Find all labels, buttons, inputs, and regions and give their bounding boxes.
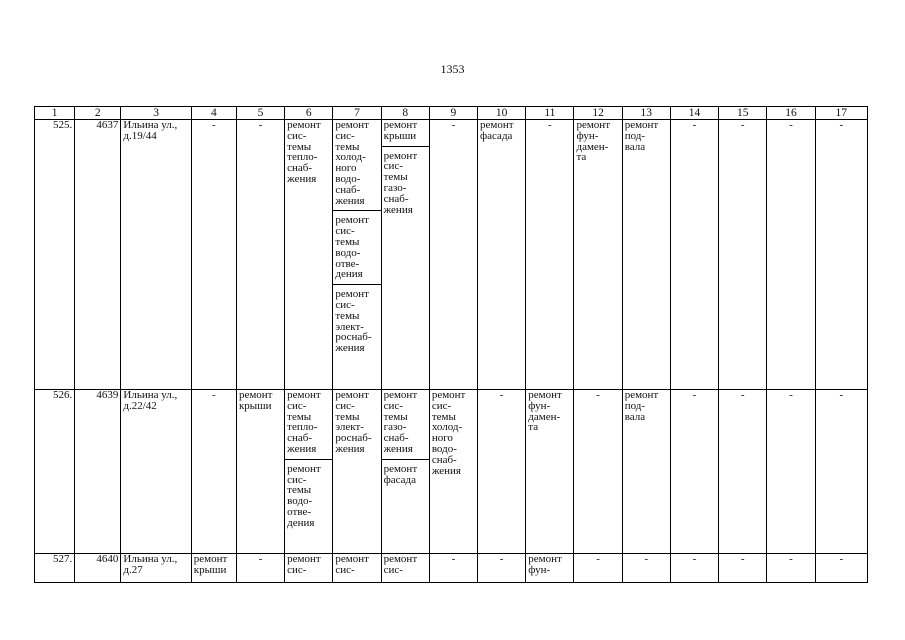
table-cell: ремонт фун- дамен- та [574,120,622,390]
table-cell: ремонт крыши [236,390,284,554]
work-item: ремонт сис- темы элект- роснаб- жения [335,288,372,355]
column-header: 17 [815,107,867,120]
table-cell: - [574,390,622,554]
table-cell [381,120,429,390]
table-cell: ремонт сис- темы холод- ного водо- снаб- жения [429,390,477,554]
table-cell: ремонт фасада [478,120,526,390]
table-cell: - [429,554,477,583]
table-cell [333,120,381,390]
table-cell: - [767,120,815,390]
work-item: ремонт фасада [383,462,418,486]
table-cell: ремонт под- вала [622,390,670,554]
work-item: ремонт сис- темы водо- отве- дения [287,462,321,529]
table-cell: - [815,554,867,583]
row-number: 525. [35,120,75,390]
column-header: 4 [191,107,236,120]
building-id: 4640 [75,554,121,583]
table-cell: ремонт фун- дамен- та [526,390,574,554]
column-header: 2 [75,107,121,120]
table-row [35,390,868,554]
column-header: 15 [719,107,767,120]
column-header: 5 [236,107,284,120]
table-cell: - [191,390,236,554]
table-cell: - [815,120,867,390]
table-cell: ремонт фун- [526,554,574,583]
table-cell: - [236,120,284,390]
table-row [35,120,868,390]
table-cell: - [574,554,622,583]
table-cell: - [526,120,574,390]
table-cell: - [670,120,718,390]
table-cell: - [429,120,477,390]
column-header: 16 [767,107,815,120]
table-cell [285,390,333,554]
column-header: 12 [574,107,622,120]
table-cell: - [767,390,815,554]
column-header: 14 [670,107,718,120]
address-cell: Ильина ул., д.27 [121,554,191,583]
table-cell: - [767,554,815,583]
table-row [35,554,868,583]
table-cell: - [191,120,236,390]
column-header: 6 [285,107,333,120]
table-cell: - [719,554,767,583]
building-id: 4637 [75,120,121,390]
work-item: ремонт сис- темы водо- отве- дения [333,215,380,285]
table-cell [285,120,333,390]
column-header: 10 [478,107,526,120]
work-item: ремонт сис- темы газо- снаб- жения [383,149,418,216]
column-header: 13 [622,107,670,120]
work-item: ремонт сис- темы тепло- снаб- жения [285,390,332,460]
table-cell: ремонт крыши [191,554,236,583]
column-header: 11 [526,107,574,120]
table-cell [333,390,381,554]
repair-schedule-table [34,106,868,583]
table-cell: ремонт сис- [285,554,333,583]
table-cell: - [719,120,767,390]
building-id: 4639 [75,390,121,554]
table-cell: ремонт сис- [381,554,429,583]
work-item: ремонт сис- темы газо- снаб- жения [382,390,429,460]
column-header: 1 [35,107,75,120]
column-header: 3 [121,107,191,120]
table-cell: - [670,390,718,554]
work-item: ремонт сис- темы холод- ного водо- снаб- жения [333,120,380,211]
address-cell: Ильина ул., д.19/44 [121,120,191,390]
table-cell: - [478,554,526,583]
table-cell: ремонт под- вала [622,120,670,390]
table-cell: - [622,554,670,583]
address-cell: Ильина ул., д.22/42 [121,390,191,554]
work-item: ремонт сис- темы элект- роснаб- жения [335,389,372,455]
work-item: ремонт сис- темы тепло- снаб- жения [287,119,321,185]
work-item: ремонт крыши [382,120,429,147]
page-number: 1353 [440,62,465,76]
table-cell: ремонт сис- [333,554,381,583]
table-cell: - [478,390,526,554]
column-header: 9 [429,107,477,120]
table-cell: - [236,554,284,583]
column-header: 8 [381,107,429,120]
column-header: 7 [333,107,381,120]
row-number: 527. [35,554,75,583]
table-cell [381,390,429,554]
table-cell: - [815,390,867,554]
column-number-row [35,107,868,120]
row-number: 526. [35,390,75,554]
table-cell: - [670,554,718,583]
table-cell: - [719,390,767,554]
